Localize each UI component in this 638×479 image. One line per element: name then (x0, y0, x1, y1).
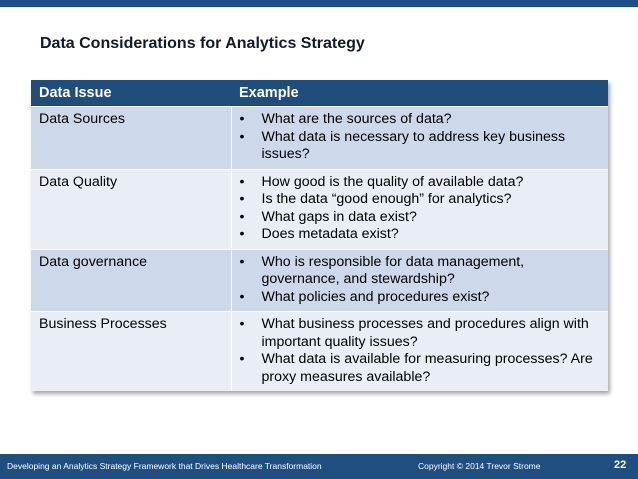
table-row (31, 312, 608, 392)
bullet-item (240, 289, 603, 307)
table-row (31, 169, 608, 249)
footer-presentation-title: Developing an Analytics Strategy Framework that Drives Healthcare Transformation (7, 461, 322, 471)
bullet-text: What gaps in data exist? (261, 208, 417, 225)
bullet-text: What data is available for measuring processes? Are proxy measures available? (261, 351, 593, 385)
bullet-icon: • (239, 288, 245, 305)
bullet-text: Is the data “good enough” for analytics? (261, 191, 512, 207)
footer-copyright: Copyright © 2014 Trevor Strome (418, 461, 541, 471)
row-examples (231, 169, 608, 249)
bullet-item (240, 129, 603, 164)
bullet-icon: • (239, 111, 245, 127)
bullet-icon: • (239, 208, 245, 225)
bullet-item (240, 316, 603, 351)
page-number: 22 (614, 459, 627, 471)
bullet-item (240, 174, 603, 192)
bullet-text: What policies and procedures exist? (261, 288, 490, 305)
bullet-text: What business processes and procedures align with important quality issues? (261, 316, 589, 350)
row-examples (231, 312, 608, 392)
table-header-row (31, 80, 608, 107)
bullet-icon: • (239, 253, 245, 270)
bullet-icon: • (239, 173, 245, 190)
slide-title: Data Considerations for Analytics Strategy (40, 35, 365, 52)
table-row (31, 249, 608, 312)
table-row (31, 107, 608, 170)
row-issue-label: Data governance (31, 249, 231, 312)
bullet-item (240, 209, 603, 227)
bullet-text: What data is necessary to address key business issues? (261, 128, 566, 162)
bullet-icon: • (239, 128, 245, 145)
bullet-text: What are the sources of data? (261, 111, 452, 127)
row-issue-label: Data Sources (31, 107, 231, 170)
bullet-item (240, 226, 603, 244)
data-considerations-table (31, 80, 608, 391)
bullet-icon: • (239, 191, 245, 207)
table (31, 80, 608, 391)
row-examples (231, 249, 608, 312)
bullet-item (240, 111, 603, 129)
bullet-icon: • (239, 226, 245, 242)
bullet-text: Who is responsible for data management, governance, and stewardship? (261, 253, 525, 287)
bullet-icon: • (239, 316, 245, 332)
header-example: Example (231, 80, 608, 107)
row-issue-label: Data Quality (31, 169, 231, 249)
bullet-item (240, 254, 603, 289)
row-issue-label: Business Processes (31, 312, 231, 392)
top-accent-bar (0, 0, 638, 7)
bullet-item (240, 191, 603, 209)
footer-bar (0, 454, 638, 479)
bullet-item (240, 351, 603, 386)
bullet-icon: • (239, 351, 245, 367)
bullet-text: How good is the quality of available data? (261, 173, 524, 190)
bullet-text: Does metadata exist? (261, 226, 399, 242)
row-examples (231, 107, 608, 170)
header-data-issue: Data Issue (31, 80, 231, 107)
